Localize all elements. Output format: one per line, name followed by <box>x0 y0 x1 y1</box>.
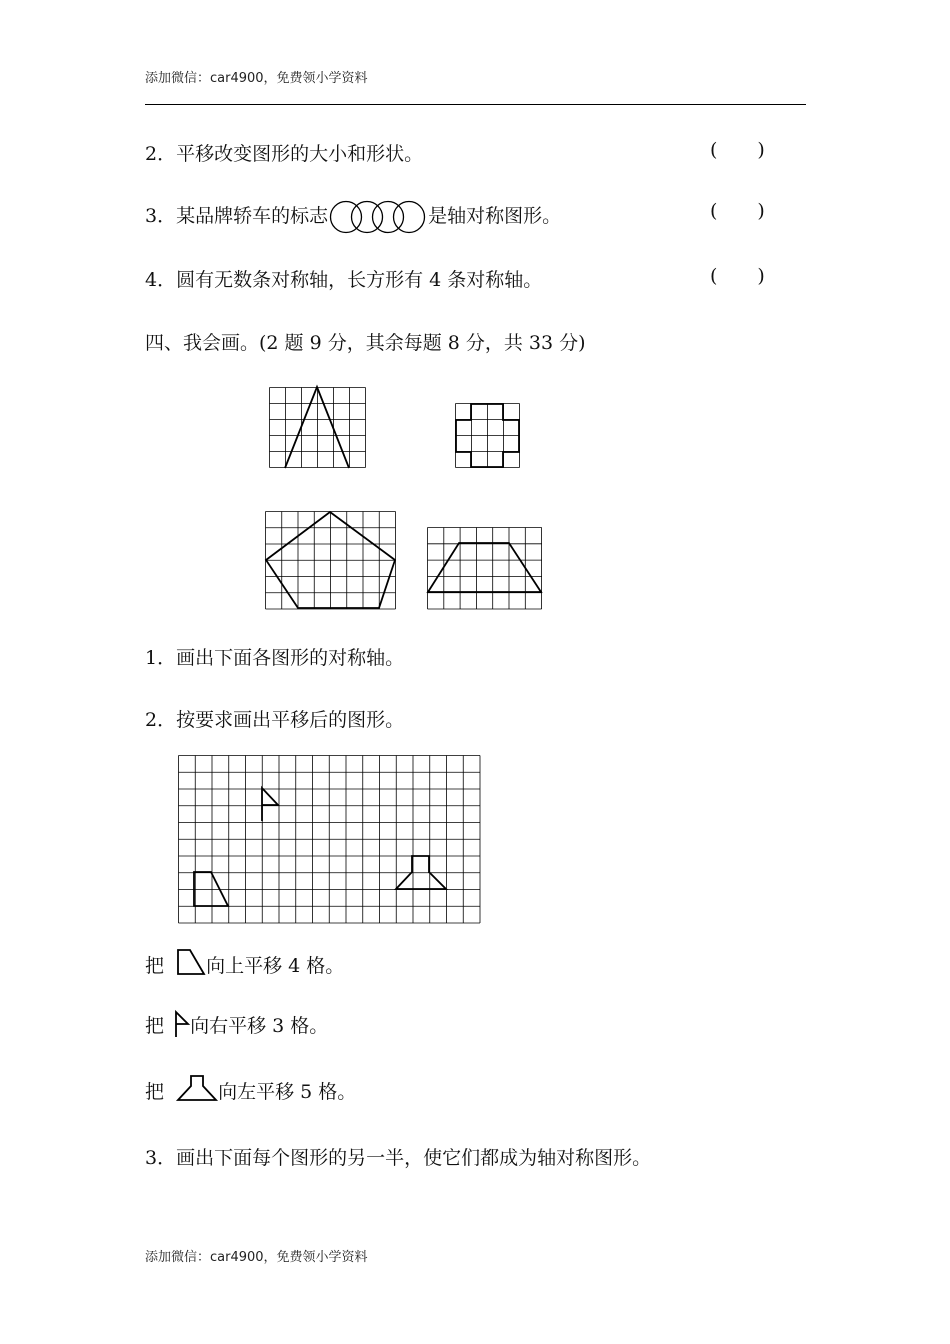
instruction-left-prefix: 把 <box>145 1081 165 1103</box>
judge-item-2: 2．平移改变图形的大小和形状。 <box>145 143 424 165</box>
judge-answer-2[interactable]: ( ) <box>710 139 765 161</box>
judge-answer-3[interactable]: ( ) <box>710 200 765 222</box>
instruction-up-prefix: 把 <box>145 955 165 977</box>
instruction-right-text: 向右平移 3 格。 <box>190 1015 329 1037</box>
question-1: 1．画出下面各图形的对称轴。 <box>145 647 405 669</box>
instruction-right <box>145 1010 328 1038</box>
instruction-up <box>145 948 344 978</box>
section-title: 四、我会画。(2 题 9 分，其余每题 8 分，共 33 分) <box>145 332 586 354</box>
question-3: 3．画出下面每个图形的另一半，使它们都成为轴对称图形。 <box>145 1147 652 1169</box>
judge-item-3-after: 是轴对称图形。 <box>428 205 562 227</box>
footer-watermark: 添加微信：car4900，免费领小学资料 <box>145 1250 368 1265</box>
instruction-up-text: 向上平移 4 格。 <box>206 955 345 977</box>
trapezoid-grid-figure <box>427 527 542 609</box>
instruction-right-prefix: 把 <box>145 1015 165 1037</box>
header-rule <box>145 104 806 105</box>
judge-answer-4[interactable]: ( ) <box>710 265 765 287</box>
instruction-left-text: 向左平移 5 格。 <box>218 1081 357 1103</box>
judge-item-3-before: 3．某品牌轿车的标志 <box>145 205 329 227</box>
judge-item-4: 4．圆有无数条对称轴，长方形有 4 条对称轴。 <box>145 269 543 291</box>
header-watermark: 添加微信：car4900，免费领小学资料 <box>145 71 368 86</box>
right-trapezoid-icon <box>176 948 206 976</box>
judge-item-3 <box>145 200 561 234</box>
translation-grid-figure <box>178 755 480 924</box>
cross-shape-figure <box>455 403 521 469</box>
t-trapezoid-icon <box>176 1074 218 1102</box>
pentagon-grid-figure <box>265 511 396 609</box>
triangle-grid-figure <box>269 387 367 469</box>
question-2: 2．按要求画出平移后的图形。 <box>145 709 405 731</box>
four-rings-logo-icon <box>329 200 427 234</box>
flag-icon <box>174 1010 190 1038</box>
instruction-left <box>145 1074 356 1104</box>
